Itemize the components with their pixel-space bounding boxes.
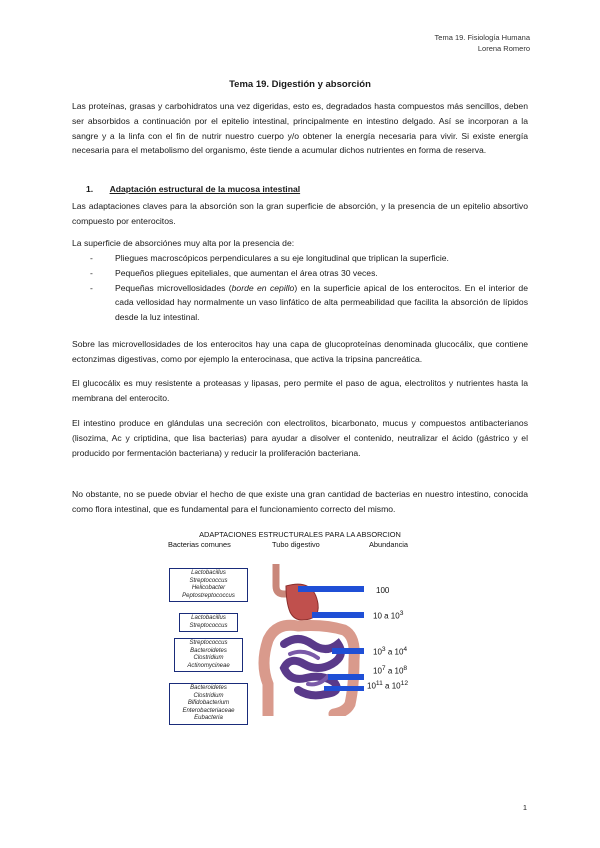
section-title: Adaptación estructural de la mucosa intestinal bbox=[109, 184, 301, 194]
abundance-bar-1 bbox=[298, 586, 364, 592]
bacteria-name: Bifidobacterium bbox=[187, 700, 230, 707]
bacteria-box-ileum bbox=[174, 638, 243, 672]
bacteria-name: Eubacteria bbox=[194, 715, 223, 722]
abundance-bar-2 bbox=[312, 612, 364, 618]
abundance-exponent: 3 bbox=[399, 610, 404, 617]
bacteria-name: Bacteroidetes bbox=[190, 685, 227, 691]
abundance-value: a 10 bbox=[385, 666, 404, 676]
figure-title: ADAPTACIONES ESTRUCTURALES PARA LA ABSORCION bbox=[199, 530, 401, 539]
bacteria-name: Enterobacteriaceae bbox=[182, 707, 235, 714]
bacteria-name: Clostridium bbox=[193, 692, 224, 699]
flora-paragraph: No obstante, no se puede obviar el hecho de que existe una gran cantidad de bacterias en nuestro intestino, conocida como flora intestinal, que es fundamental para el funcionamiento correcto del mismo. bbox=[72, 489, 528, 514]
surface-list bbox=[90, 251, 528, 325]
header-author: Lorena Romero bbox=[477, 44, 530, 53]
bacteria-box-colon bbox=[169, 683, 248, 725]
abundance-exponent: 12 bbox=[400, 680, 409, 687]
column-bacteria: Bacterias comunes bbox=[168, 540, 231, 549]
abundance-colon bbox=[367, 680, 408, 691]
list-item: - Pequeños pliegues epiteliales, que aumentan el área otras 30 veces. bbox=[90, 266, 528, 281]
abundance-ileum bbox=[373, 665, 407, 676]
abundance-bar-3 bbox=[332, 648, 364, 654]
surface-paragraph: La superficie de absorciónes muy alta por la presencia de: bbox=[72, 238, 295, 248]
bacteria-name: Bacteroidetes bbox=[190, 647, 227, 654]
abundance-value: 10 a 10 bbox=[373, 611, 400, 621]
abundance-bar-5 bbox=[324, 686, 364, 691]
list-item-text: Pequeñas microvellosidades ( bbox=[115, 282, 232, 293]
abundance-value: 10 bbox=[367, 681, 376, 691]
abundance-value: 10 bbox=[373, 666, 382, 676]
bacteria-name: Streptococcus bbox=[189, 622, 228, 629]
abundance-exponent: 11 bbox=[375, 680, 383, 687]
abundance-value: a 10 bbox=[385, 647, 404, 657]
intro-paragraph: Las proteínas, grasas y carbohidratos una vez digeridas, esto es, degradados hasta compuestos más sencillos, deben ser absorbidos a continuación por el epitelio intestinal, principalmente en intestino delgado. Así se incorporan a la sangre y a la linfa con el fin de nutrir nuestro cuerpo y/o obtener la energía necesaria para vivir. Si existe energía necesaria para el metabolismo del organismo, éste tiende a acumular dichos nutrientes en forma de reserva. bbox=[72, 101, 528, 156]
abundance-exponent: 4 bbox=[403, 646, 408, 653]
bacteria-name: Streptococcus bbox=[189, 577, 228, 584]
list-item: - Pliegues macroscópicos perpendiculares a su eje longitudinal que triplican la superficie. bbox=[90, 251, 528, 266]
abundance-duodenum bbox=[373, 610, 403, 621]
abundance-exponent: 8 bbox=[403, 665, 408, 672]
bacteria-name: Clostridium bbox=[193, 655, 224, 662]
bacteria-name: Lactobacillus bbox=[191, 570, 226, 576]
intestine-paragraph: El intestino produce en glándulas una secreción con electrolitos, bicarbonato, mucus y compuestos antibacterianos (lisozima, Ac y criptidina, que lisa bacterias) para ayudar a disolver el contenido, neutralizar el ácido (gástrico y el producido por fermentación bacteriana) y reducir la proliferación bacteriana. bbox=[72, 418, 528, 458]
list-item-text: ) en la superficie apical de los enterocitos. En el interior de cada vellosidad hay normalmente un vaso linfático de alta permeabilidad que facilita la absorción de lípidos desde la luz intestinal. bbox=[115, 282, 528, 323]
document-title: Tema 19. Digestión y absorción bbox=[229, 79, 371, 90]
bacteria-name: Peptostreptococcus bbox=[182, 592, 235, 599]
section-heading bbox=[86, 184, 300, 194]
abundance-jejunum bbox=[373, 646, 407, 657]
abundance-exponent: 3 bbox=[381, 646, 386, 653]
list-item bbox=[90, 281, 528, 325]
page-number: 1 bbox=[522, 803, 527, 812]
keys-paragraph: Las adaptaciones claves para la absorción son la gran superficie de absorción, y la presencia de un epitelio absortivo compuesto por enterocitos. bbox=[72, 201, 528, 226]
abundance-value: 10 bbox=[373, 647, 382, 657]
header-subject: Tema 19. Fisiología Humana bbox=[434, 33, 530, 42]
bacteria-box-duodenum bbox=[179, 613, 238, 632]
abundance-stomach bbox=[376, 586, 389, 595]
section-number: 1. bbox=[86, 184, 94, 194]
list-item-emphasis: borde en cepillo bbox=[231, 282, 295, 293]
bacteria-name: Lactobacillus bbox=[191, 615, 226, 621]
glycocalyx-paragraph: Sobre las microvellosidades de los enterocitos hay una capa de glucoproteínas denominada glucocálix, que contiene ectonzimas digestivas, como por ejemplo la enterocinasa, que activa la tripsina pancreática. bbox=[72, 339, 528, 364]
column-tube: Tubo digestivo bbox=[272, 540, 320, 549]
bacteria-name: Streptococcus bbox=[189, 640, 228, 646]
digestive-tract-illustration bbox=[254, 564, 364, 716]
abundance-exponent: 7 bbox=[381, 665, 386, 672]
abundance-bar-4 bbox=[328, 674, 364, 680]
bacteria-name: Helicobacter bbox=[191, 585, 226, 592]
column-abundance: Abundancia bbox=[369, 540, 409, 549]
page-header bbox=[435, 32, 530, 54]
absorption-figure bbox=[162, 530, 438, 770]
glycocalyx-paragraph-2: El glucocálix es muy resistente a proteasas y lipasas, pero permite el paso de agua, electrolitos y nutrientes hasta la membrana del enterocito. bbox=[72, 378, 528, 403]
bacteria-box-stomach bbox=[169, 568, 248, 602]
abundance-value: a 10 bbox=[382, 681, 401, 691]
abundance-value: 100 bbox=[376, 586, 390, 595]
bacteria-name: Actinomycineae bbox=[187, 662, 230, 669]
